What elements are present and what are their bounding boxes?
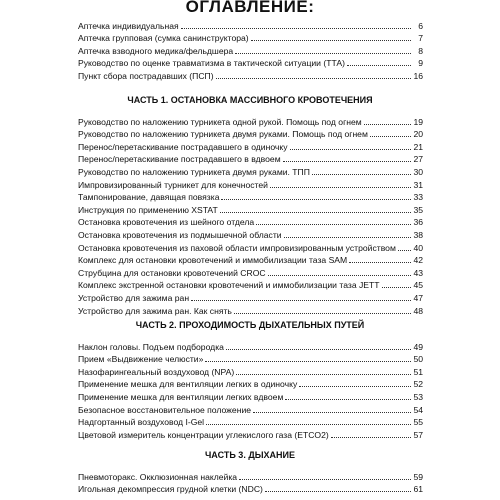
toc-entry[interactable] — [78, 215, 423, 228]
toc-entry-page-number: 40 — [413, 242, 423, 253]
dot-leader — [349, 262, 411, 263]
page-title: ОГЛАВЛЕНИЕ: — [185, 0, 315, 16]
dot-leader — [290, 149, 411, 150]
toc-entry-title: Устройство для зажима ран. Как снять — [78, 305, 232, 316]
dot-leader — [191, 300, 411, 301]
dot-leader — [220, 212, 411, 213]
toc-entry-title: Импровизированный турникет для конечностей — [78, 179, 268, 190]
toc-entry[interactable] — [78, 402, 423, 415]
toc-entry-title: Наклон головы. Подъем подбородка — [78, 341, 224, 352]
toc-entry-title: Комплекс экстренной остановки кровотечений и иммобилизации таза JETT — [78, 280, 380, 291]
toc-entry-page-number: 53 — [413, 391, 423, 402]
toc-entry-page-number: 57 — [413, 429, 423, 440]
toc-entry-title: Аптечка взводного медика/фельдшера — [78, 45, 234, 56]
dot-leader — [299, 386, 411, 387]
toc-entry[interactable] — [78, 31, 423, 44]
part2-entries — [78, 339, 423, 440]
dot-leader — [265, 491, 411, 492]
toc-entry-title: Руководство по оценке травматизма в тактической ситуации (ТТА) — [78, 58, 346, 69]
toc-entry-page-number: 31 — [413, 179, 423, 190]
toc-entry-page-number: 55 — [413, 417, 423, 428]
toc-entry[interactable] — [78, 364, 423, 377]
dot-leader — [239, 479, 411, 480]
dot-leader — [251, 40, 411, 41]
toc-entry-title: Применение мешка для вентиляции легких вдвоем — [78, 391, 284, 402]
toc-entry-title: Руководство по наложению турникета двумя руками. Помощь под огнем — [78, 129, 368, 140]
dot-leader — [205, 361, 411, 362]
toc-entry[interactable] — [78, 415, 423, 428]
toc-entry-title: Остановка кровотечения из паховой области импровизированным устройством — [78, 242, 396, 253]
toc-entry-title: Комплекс для остановки кровотечений и иммобилизации таза SAM — [78, 255, 348, 266]
toc-entry[interactable] — [78, 253, 423, 266]
toc-entry-page-number: 27 — [413, 154, 423, 165]
toc-entry-page-number: 59 — [413, 471, 423, 482]
toc-entry[interactable] — [78, 278, 423, 291]
toc-entry[interactable] — [78, 303, 423, 316]
toc-entry[interactable] — [78, 352, 423, 365]
toc-entry[interactable] — [78, 139, 423, 152]
toc-entry[interactable] — [78, 227, 423, 240]
toc-entry-page-number: 54 — [413, 404, 423, 415]
toc-entry-page-number: 49 — [413, 341, 423, 352]
toc-entry-page-number: 7 — [418, 33, 423, 44]
dot-leader — [234, 313, 411, 314]
toc-entry[interactable] — [78, 427, 423, 440]
toc-entry[interactable] — [78, 377, 423, 390]
toc-entry-page-number: 21 — [413, 141, 423, 152]
dot-leader — [268, 275, 411, 276]
dot-leader — [235, 53, 411, 54]
toc-entry-page-number: 51 — [413, 366, 423, 377]
part3-heading: ЧАСТЬ 3. ДЫХАНИЕ — [204, 450, 296, 460]
toc-entry[interactable] — [78, 56, 423, 69]
toc-entry[interactable] — [78, 68, 423, 81]
toc-entry-title: Аптечка групповая (сумка санинструктора) — [78, 33, 249, 44]
dot-leader — [285, 399, 411, 400]
toc-entry[interactable] — [78, 265, 423, 278]
toc-entry-title: Прием «Выдвижение челюсти» — [78, 354, 204, 365]
toc-entry[interactable] — [78, 469, 423, 482]
toc-entry-page-number: 6 — [418, 20, 423, 31]
part3-entries — [78, 469, 423, 494]
toc-entry-title: Безопасное восстановительное положение — [78, 404, 252, 415]
toc-entry-page-number: 35 — [413, 204, 423, 215]
toc-entry-page-number: 16 — [413, 70, 423, 81]
toc-entry-page-number: 47 — [413, 292, 423, 303]
dot-leader — [236, 374, 411, 375]
intro-entries — [78, 18, 423, 81]
toc-entry-title: Остановка кровотечения из шейного отдела — [78, 217, 255, 228]
toc-entry[interactable] — [78, 164, 423, 177]
toc-entry-title: Применение мешка для вентиляции легких в одиночку — [78, 379, 298, 390]
toc-entry-title: Перенос/перетаскивание пострадавшего в одиночку — [78, 141, 288, 152]
dot-leader — [347, 65, 411, 66]
dot-leader — [370, 136, 411, 137]
dot-leader — [312, 174, 411, 175]
toc-entry[interactable] — [78, 127, 423, 140]
toc-entry-title: Пункт сбора пострадавших (ПСП) — [78, 70, 214, 81]
dot-leader — [226, 349, 411, 350]
toc-entry-page-number: 36 — [413, 217, 423, 228]
toc-entry-title: Надгортанный воздуховод I-Gel — [78, 417, 205, 428]
dot-leader — [256, 224, 411, 225]
dot-leader — [221, 199, 411, 200]
toc-entry-title: Цветовой измеритель концентрации углекислого газа (ETCO2) — [78, 429, 329, 440]
toc-entry-page-number: 48 — [413, 305, 423, 316]
toc-entry[interactable] — [78, 114, 423, 127]
toc-entry[interactable] — [78, 339, 423, 352]
toc-entry-title: Руководство по наложению турникета двумя руками. ТПП — [78, 166, 310, 177]
part2-heading: ЧАСТЬ 2. ПРОХОДИМОСТЬ ДЫХАТЕЛЬНЫХ ПУТЕЙ — [135, 320, 365, 330]
part1-entries — [78, 114, 423, 316]
toc-entry-title: Назофарингеальный воздуховод (NPA) — [78, 366, 235, 377]
dot-leader — [284, 237, 411, 238]
toc-entry-page-number: 45 — [413, 280, 423, 291]
dot-leader — [382, 287, 411, 288]
toc-entry-title: Остановка кровотечения из подмышечной области — [78, 229, 282, 240]
toc-entry-page-number: 42 — [413, 255, 423, 266]
toc-entry-page-number: 9 — [418, 58, 423, 69]
dot-leader — [216, 78, 411, 79]
toc-entry-title: Руководство по наложению турникета одной рукой. Помощь под огнем — [78, 116, 362, 127]
toc-entry-title: Перенос/перетаскивание пострадавшего в вдвоем — [78, 154, 281, 165]
toc-entry[interactable] — [78, 389, 423, 402]
toc-entry-title: Тампонирование, давящая повязка — [78, 192, 220, 203]
toc-entry[interactable] — [78, 290, 423, 303]
toc-entry[interactable] — [78, 43, 423, 56]
dot-leader — [206, 424, 411, 425]
toc-entry-page-number: 38 — [413, 229, 423, 240]
toc-entry-title: Пневмоторакс. Окклюзионная наклейка — [78, 471, 238, 482]
part1-heading: ЧАСТЬ 1. ОСТАНОВКА МАССИВНОГО КРОВОТЕЧЕНИЯ — [127, 95, 373, 105]
toc-entry[interactable] — [78, 240, 423, 253]
toc-entry[interactable] — [78, 190, 423, 203]
toc-entry-page-number: 20 — [413, 129, 423, 140]
dot-leader — [398, 250, 411, 251]
dot-leader — [181, 28, 411, 29]
toc-entry-page-number: 30 — [413, 166, 423, 177]
toc-entry-page-number: 43 — [413, 267, 423, 278]
toc-entry-page-number: 8 — [418, 45, 423, 56]
dot-leader — [364, 124, 411, 125]
dot-leader — [331, 437, 411, 438]
toc-entry-title: Игольная декомпрессия грудной клетки (NDC) — [78, 484, 263, 495]
toc-entry[interactable] — [78, 18, 423, 31]
toc-entry-page-number: 50 — [413, 354, 423, 365]
toc-entry-title: Устройство для зажима ран — [78, 292, 190, 303]
toc-entry-title: Струбцина для остановки кровотечений CROC — [78, 267, 266, 278]
toc-entry-title: Инструкция по применению XSTAT — [78, 204, 218, 215]
dot-leader — [253, 412, 411, 413]
toc-entry-page-number: 61 — [413, 484, 423, 495]
toc-entry[interactable] — [78, 177, 423, 190]
toc-entry[interactable] — [78, 482, 423, 495]
dot-leader — [270, 187, 411, 188]
toc-entry-title: Аптечка индивидуальная — [78, 20, 179, 31]
dot-leader — [283, 161, 411, 162]
toc-entry-page-number: 19 — [413, 116, 423, 127]
toc-entry[interactable] — [78, 202, 423, 215]
toc-entry[interactable] — [78, 152, 423, 165]
toc-entry-page-number: 33 — [413, 192, 423, 203]
toc-entry-page-number: 52 — [413, 379, 423, 390]
